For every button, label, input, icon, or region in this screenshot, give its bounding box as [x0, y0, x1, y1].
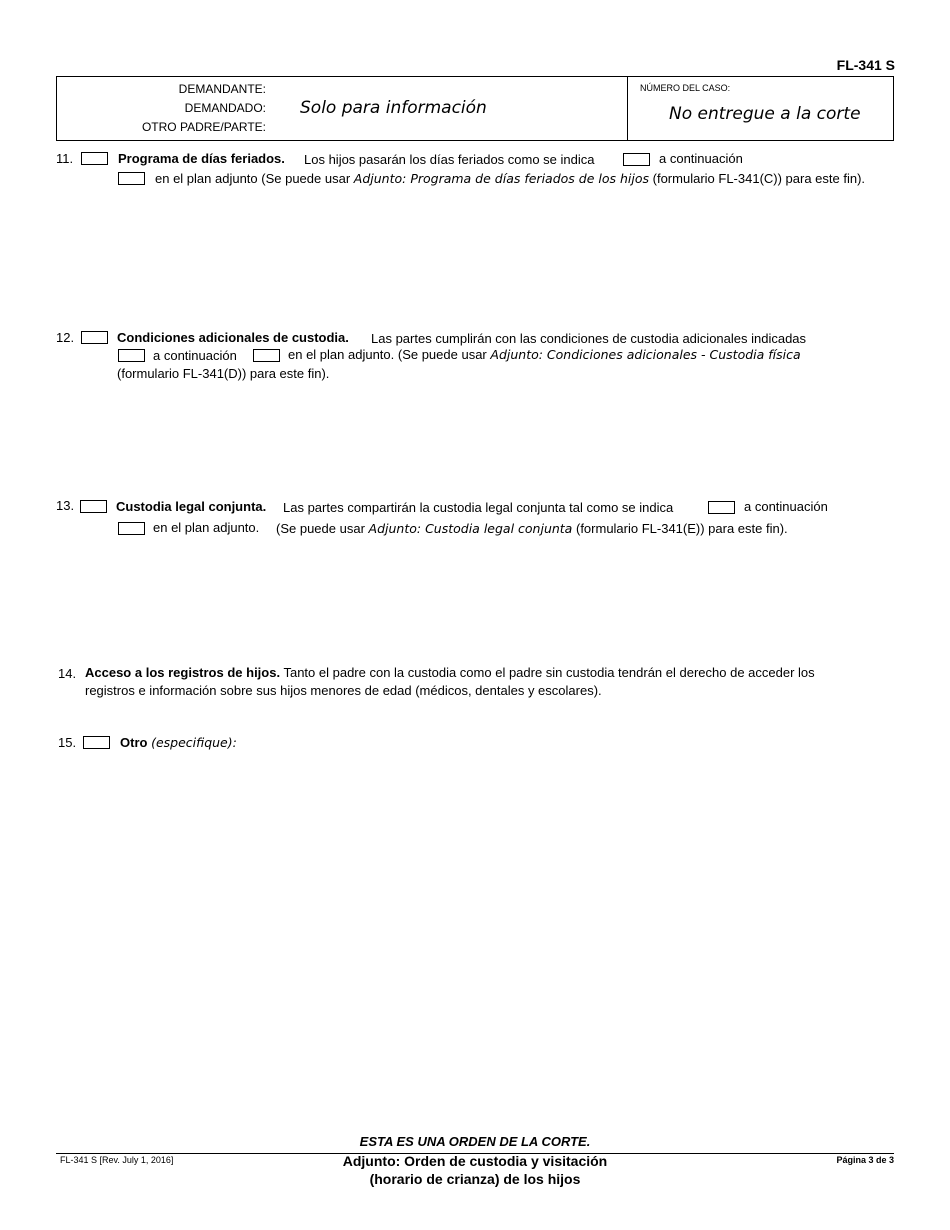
option-below-label: a continuación — [659, 151, 743, 166]
attachment-note-label: (Se puede usar — [276, 521, 365, 536]
attachment-form-number: (formulario FL-341(C)) para este fin). — [652, 171, 866, 186]
attachment-form-number: (formulario FL-341(E)) para este fin). — [575, 521, 788, 536]
item-title: Otro — [120, 735, 148, 750]
specify-label: (especifique): — [151, 735, 237, 750]
option-attached-line — [288, 347, 801, 362]
do-not-file-note: No entregue a la corte — [669, 104, 861, 124]
other-party-label: OTRO PADRE/PARTE: — [141, 120, 266, 134]
item-line-1 — [85, 665, 815, 680]
item-12-checkbox[interactable] — [81, 331, 108, 344]
attachment-form-number: (formulario FL-341(D)) para este fin). — [117, 366, 330, 381]
form-revision: FL-341 S [Rev. July 1, 2016] — [60, 1155, 174, 1165]
item-12-below-checkbox[interactable] — [118, 349, 145, 362]
case-number-label: NÚMERO DEL CASO: — [640, 83, 731, 93]
option-attached-line — [155, 171, 865, 186]
item-12-attached-checkbox[interactable] — [253, 349, 280, 362]
item-11-below-checkbox[interactable] — [623, 153, 650, 166]
item-number: 14. — [58, 666, 77, 681]
attachment-form-name: Adjunto: Programa de días feriados de los hijos — [353, 171, 650, 186]
form-title-line-2: (horario de crianza) de los hijos — [369, 1171, 581, 1187]
item-text-line-2: registros e información sobre sus hijos menores de edad (médicos, dentales y escolares). — [85, 683, 602, 698]
item-number: 15. — [58, 735, 77, 750]
option-attached-label: en el plan adjunto. — [153, 520, 260, 535]
option-below-label: a continuación — [153, 348, 237, 363]
item-title: Custodia legal conjunta. — [116, 499, 267, 514]
item-11-attached-checkbox[interactable] — [118, 172, 145, 185]
option-below-label: a continuación — [744, 499, 828, 514]
attachment-form-name: Adjunto: Condiciones adicionales - Custodia física — [490, 347, 801, 362]
item-number: 11. — [56, 151, 74, 166]
item-title: Condiciones adicionales de custodia. — [117, 330, 349, 345]
item-text: Las partes cumplirán con las condiciones de custodia adicionales indicadas — [371, 331, 807, 346]
item-15-checkbox[interactable] — [83, 736, 110, 749]
attachment-form-name: Adjunto: Custodia legal conjunta — [368, 521, 573, 536]
item-13-below-checkbox[interactable] — [708, 501, 735, 514]
item-13-checkbox[interactable] — [80, 500, 107, 513]
court-order-notice: ESTA ES UNA ORDEN DE LA CORTE. — [359, 1134, 591, 1149]
item-text: Tanto el padre con la custodia como el padre sin custodia tendrán el derecho de acceder los — [283, 665, 815, 680]
option-attached-label: en el plan adjunto (Se puede usar — [155, 171, 351, 186]
item-13-attached-checkbox[interactable] — [118, 522, 145, 535]
item-11-checkbox[interactable] — [81, 152, 108, 165]
item-text: Las partes compartirán la custodia legal conjunta tal como se indica — [283, 500, 674, 515]
form-title-line-1: Adjunto: Orden de custodia y visitación — [342, 1153, 608, 1169]
info-only-note: Solo para información — [300, 98, 487, 118]
item-title: Programa de días feriados. — [118, 151, 285, 166]
item-number: 13. — [56, 498, 75, 513]
item-text: Los hijos pasarán los días feriados como se indica — [304, 152, 595, 167]
item-title: Acceso a los registros de hijos. — [85, 665, 281, 680]
attachment-note-line — [276, 521, 788, 536]
option-attached-label: en el plan adjunto. (Se puede usar — [288, 347, 487, 362]
item-line-1 — [120, 735, 237, 750]
header-divider — [627, 77, 628, 140]
page-number: Página 3 de 3 — [836, 1155, 894, 1165]
form-id: FL-341 S — [836, 57, 895, 73]
petitioner-label: DEMANDANTE: — [178, 82, 266, 96]
respondent-label: DEMANDADO: — [184, 101, 266, 115]
item-number: 12. — [56, 330, 75, 345]
